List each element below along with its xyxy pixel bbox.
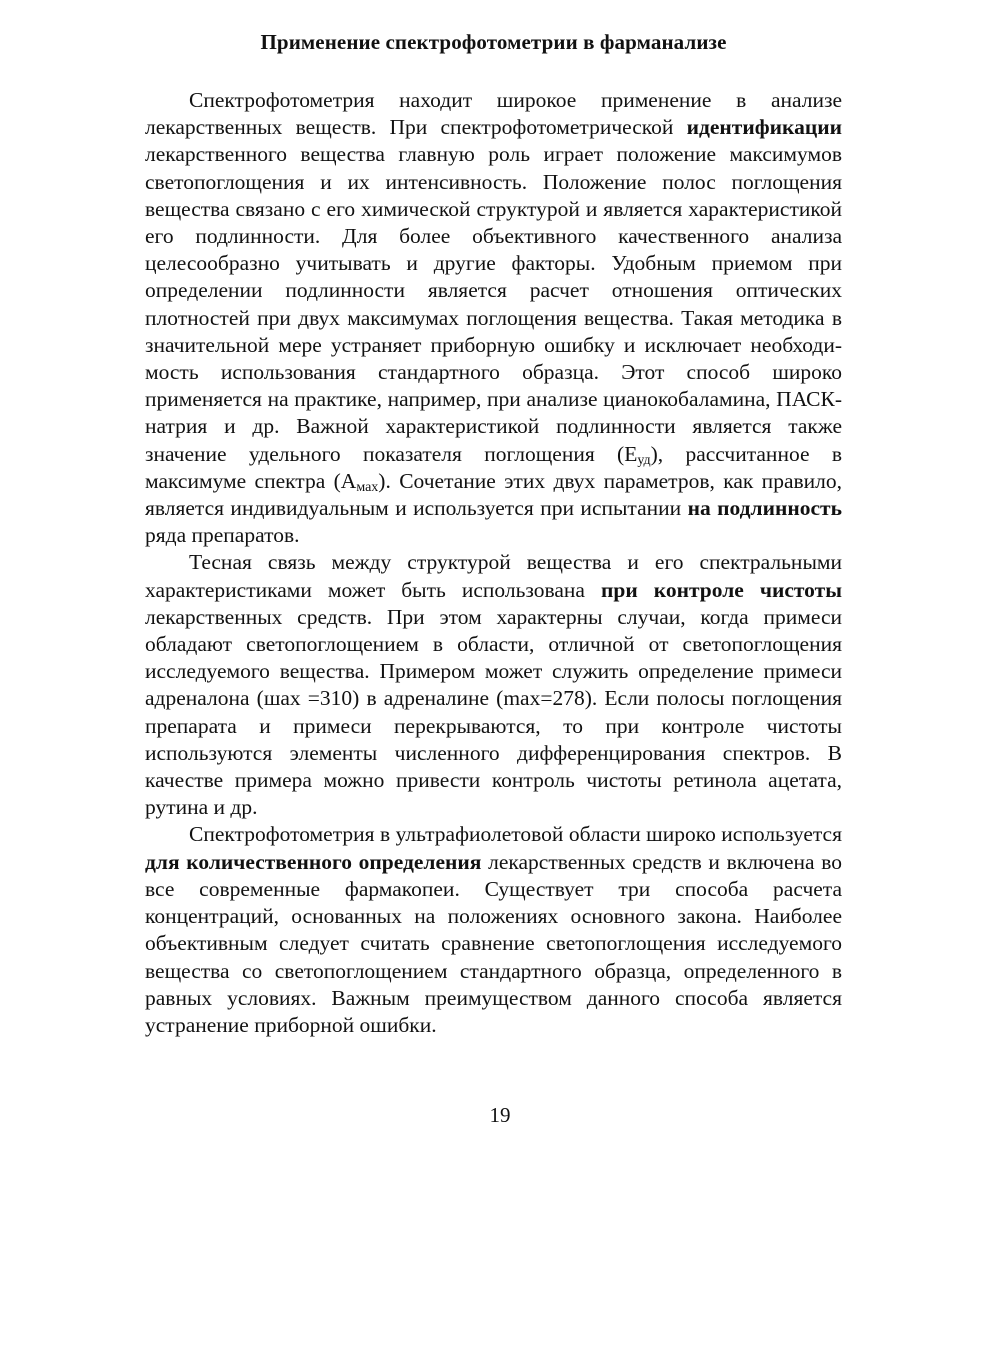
page-number: 19 <box>489 1103 511 1127</box>
bold-term-quantitative: для количественного определения <box>145 849 482 874</box>
text-run: ряда препаратов. <box>145 523 300 548</box>
subscript-max: мах <box>356 479 379 495</box>
subscript-ud: уд <box>637 452 651 468</box>
bold-term-identification: идентификации <box>686 115 842 140</box>
text-run: лекарственного вещества главную роль играет положение максимумов светопоглощения и их интенсивность. Положение полос поглощения вещества связано с его химической структурой и является характеристикой его подлинности. Для более объективного качественного анализа целесообразно учитывать и другие факторы. Удобным приемом при определении подлинности является расчет отношения оптических плотностей при двух максимумах поглощения вещества. Такая методика в значительной мере устраняет приборную ошибку и исключает необходимость использования стандартного образца. Этот способ широко применяется на практике, например, при анализе цианокобаламина, ПАСК-натрия и др. Важной характеристикой подлинности является также значение удельного показателя поглощения (E <box>145 142 842 466</box>
text-run: ), рассчитанное в максимуме спектра (A <box>145 441 842 493</box>
bold-term-purity-control: при контроле чистоты <box>600 577 842 602</box>
text-run: Тесная связь между структурой вещества и его спектральными характеристиками может быть использована <box>145 550 842 602</box>
paragraph-purity <box>145 549 842 821</box>
page-title: Применение спектрофотометрии в фарманализе <box>260 30 727 54</box>
text-run: лекарственных средств. При этом характерны случаи, когда примеси обладают светопоглощением в области, отличной от светопоглощения исследуемого вещества. Примером может служить определение примеси адреналона (шах =310) в адреналине (max=278). Если полосы поглощения препарата и примеси перекрываются, то при контроле чистоты используются элементы численного дифференцирования спектров. В качестве примера можно привести контроль чистоты ретинола ацетата, рутина и др. <box>145 604 842 820</box>
paragraph-identification <box>145 87 842 549</box>
text-run: лекарственных средств и включена во все современные фармакопеи. Существует три способа расчета концентраций, основанных на положениях основного закона. Наиболее объективным следует считать сравнение светопоглощения исследуемого вещества со светопоглощением стандартного образца, определенного в равных условиях. Важным преимуществом данного способа является устранение приборной ошибки. <box>145 849 842 1037</box>
text-run: ). Сочетание этих двух параметров, как правило, является индивидуальным и используется при испытании <box>145 468 842 521</box>
bold-term-authenticity: на подлинность <box>687 496 842 521</box>
text-run: Спектрофотометрия находит широкое применение в анализе лекарственных веществ. При спектрофотометрической <box>145 88 842 140</box>
paragraph-quantitative <box>145 821 842 1039</box>
document-page <box>145 30 842 1039</box>
text-run: Спектрофотометрия в ультрафиолетовой области широко используется <box>189 822 842 847</box>
